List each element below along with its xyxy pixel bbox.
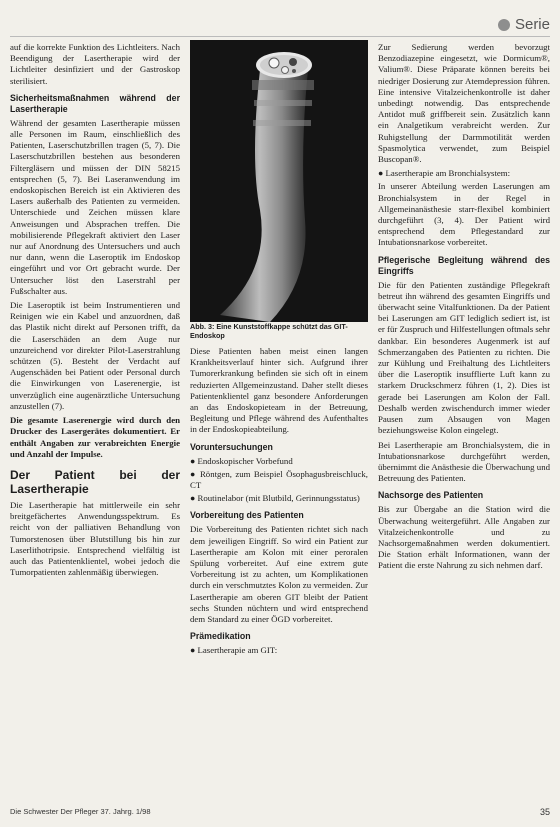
list-item: ● Lasertherapie am Bronchialsystem: — [378, 168, 550, 179]
column-2 — [190, 346, 368, 658]
header-rule — [10, 36, 550, 37]
section-heading: Nachsorge des Patienten — [378, 490, 484, 501]
paragraph-bold — [10, 415, 180, 460]
paragraph: Während der gesamten Lasertherapie müssen alle Personen im Raum, einschließlich des Patienten, Laserschutzbrillen tragen (5, 7). Die Laserschutzbrillen bestehen aus besonderen Filtergläsern und müssen der DIN 58215 entsprechen (5, 7). Bei Laseranwendung im endoskopischen Bereich ist ein Aktivieren des Lasers außerhalb des Patienten zu vermeiden. Unterschiede und Zeichen müssen klare Anweisungen und Absprachen treffen. Die mobilisierende Pflegekraft aktiviert den Laser nur auf Anordnung des Untersuchers und auch nur dann, wenn die Laseroptik im Endoskop eingeführt und vor Ort gebracht wurde. Der Untersucher löst den Laserstrahl per Fußschalter aus. — [10, 117, 180, 296]
article-heading: Der Patient bei der Lasertherapie — [10, 467, 180, 496]
endoscope-photo — [190, 40, 368, 322]
list-item: ● Lasertherapie am GIT: — [190, 645, 368, 656]
paragraph: Die Vorbereitung des Patienten richtet sich nach dem jeweiligen Eingriff. So wird ein Patient zur Lasertherapie am Kolon mit einer peroralen Spülung vorbereitet. Auf eine extrem gute Vorbereitung ist zu achten, um Komplikationen durch ein verschmutztes Kolon zu vermeiden. Zur Lasertherapie am oberen GIT bleibt der Patient sechs Stunden nüchtern und wird entsprechend dem Standard zu einer ÖGD vorbereitet. — [190, 524, 368, 625]
paragraph: Diese Patienten haben meist einen langen Krankheitsverlauf hinter sich. Aufgrund ihrer Tumorerkrankung befinden sie sich oft in einem reduzierten Allgemeinzustand. Daher stellt dieses Patientenklientel ganz besondere Anforderungen an das Endoskopieteam in der Betreuung, Begleitung und Pflege während des Aufenthaltes in der Endoskopieabteilung. — [190, 346, 368, 435]
endoscope-illustration — [190, 40, 368, 322]
section-heading: Prämedikation — [190, 631, 251, 642]
paragraph: Bis zur Übergabe an die Station wird die Überwachung weitergeführt. Alle Angaben zur Vitalzeichenkontrolle und zu Nachsorgemaßnahmen werden dokumentiert. Die Station erhält Informationen, wann der Patient die erste Nahrung zu sich nehmen darf. — [378, 504, 550, 571]
paragraph: Die Laseroptik ist beim Instrumentieren und Reinigen wie ein Kabel und anzuordnen, daß das Plastik nicht direkt auf Personen trifft, da die Laserschäden an dem Auge nur unzureichend vor direkter Pilot-Laserstrahlung schützen (5). Besteht der Verdacht auf Augenschäden bei Patient oder Personal durch die Einwirkungen von Laserenergie, ist unverzüglich eine augenärztliche Untersuchung anzustellen (7). — [10, 300, 180, 411]
bullet-dot-icon — [498, 19, 510, 31]
journal-citation: Die Schwester Der Pfleger 37. Jahrg. 1/98 — [10, 807, 151, 816]
section-badge — [498, 16, 550, 33]
column-3 — [378, 42, 550, 575]
section-label: Serie — [514, 16, 550, 33]
bold-text: Die gesamte Laserenergie wird durch den Drucker des Lasergerätes dokumentiert. Er enthält Angaben zur verabreichten Energie und Anzahl der Impulse. — [10, 415, 180, 459]
list-item: ● Endoskopischer Vorbefund — [190, 456, 368, 467]
list-item: ● Röntgen, zum Beispiel Ösophagusbreischluck, CT — [190, 469, 368, 491]
section-heading: Vorbereitung des Patienten — [190, 510, 304, 521]
section-heading: Pflegerische Begleitung während des Eingriffs — [378, 254, 550, 276]
paragraph: Die für den Patienten zuständige Pflegekraft betreut ihn während des gesamten Eingriffs und überwacht seine Vitalfunktionen. Da der Patient bei Laserungen am GIT lediglich sediert ist, ist er für Zuspruch und Hilfestellungen oftmals sehr dankbar. Ein besonderes Augenmerk ist auf Schmerzangaben des Patienten zu richten. Die zur Kühlung und Freihaltung des Lichtleiters über die Laseroptik insufflierte Luft kann zu starkem Druckschmerz führen (1, 2). Dies ist gerade bei Laserungen am Kolon der Fall. Deshalb werden zwischendurch immer wieder Pausen zum Absaugen von Magen beziehungsweise Kolon eingelegt. — [378, 279, 550, 436]
paragraph: In unserer Abteilung werden Laserungen am Bronchialsystem in der Regel in Allgemeinanästhesie starr-flexibel kombiniert durchgeführt (3, 4). Der Patient wird entsprechend dem Pflegestandard zur Intubationsnarkose vorbereitet. — [378, 181, 550, 248]
figure-caption: Abb. 3: Eine Kunststoffkappe schützt das GIT-Endoskop — [190, 322, 348, 340]
section-heading: Sicherheitsmaßnahmen während der Lasertherapie — [10, 92, 180, 114]
page-number: 35 — [539, 807, 550, 817]
paragraph: Die Lasertherapie hat mittlerweile ein sehr breitgefächertes Anwendungsspektrum. Es reicht von der palliativen Behandlung von Tumorstenosen über Blutstillung bis hin zur Laserlithotripsie. Entsprechend vielfältig ist auch das Patientenklientel, wobei jedoch die Tumorpatienten zahlenmäßig überwiegen. — [10, 499, 180, 578]
paragraph: Bei Lasertherapie am Bronchialsystem, die in Intubationsnarkose durchgeführt werden, übernimmt die Anästhesie die Überwachung und Betreuung des Patienten. — [378, 439, 550, 484]
section-heading: Voruntersuchungen — [190, 441, 273, 452]
paragraph: Zur Sedierung werden bevorzugt Benzodiazepine eingesetzt, wie Dormicum®, Valium®. Diese Präparate können bereits bei niedriger Dosierung zur Atemdepression führen. Eine intensive Vitalzeichenkontrolle ist daher unbedingt notwendig. Das entsprechende Antidot muß griffbereit sein. Zusätzlich kann ein Analgetikum verabreicht werden. Zur Ruhigstellung der Darmmotilität werden Spasmolytica verwendet, zum Beispiel Buscopan®. — [378, 42, 550, 165]
column-1 — [10, 42, 180, 581]
paragraph: auf die korrekte Funktion des Lichtleiters. Nach Beendigung der Lasertherapie wird der Lichtleiter desinfiziert und der Gastroskop sterilisiert. — [10, 42, 180, 86]
list-item: ● Routinelabor (mit Blutbild, Gerinnungsstatus) — [190, 493, 368, 504]
page-footer — [10, 807, 550, 817]
